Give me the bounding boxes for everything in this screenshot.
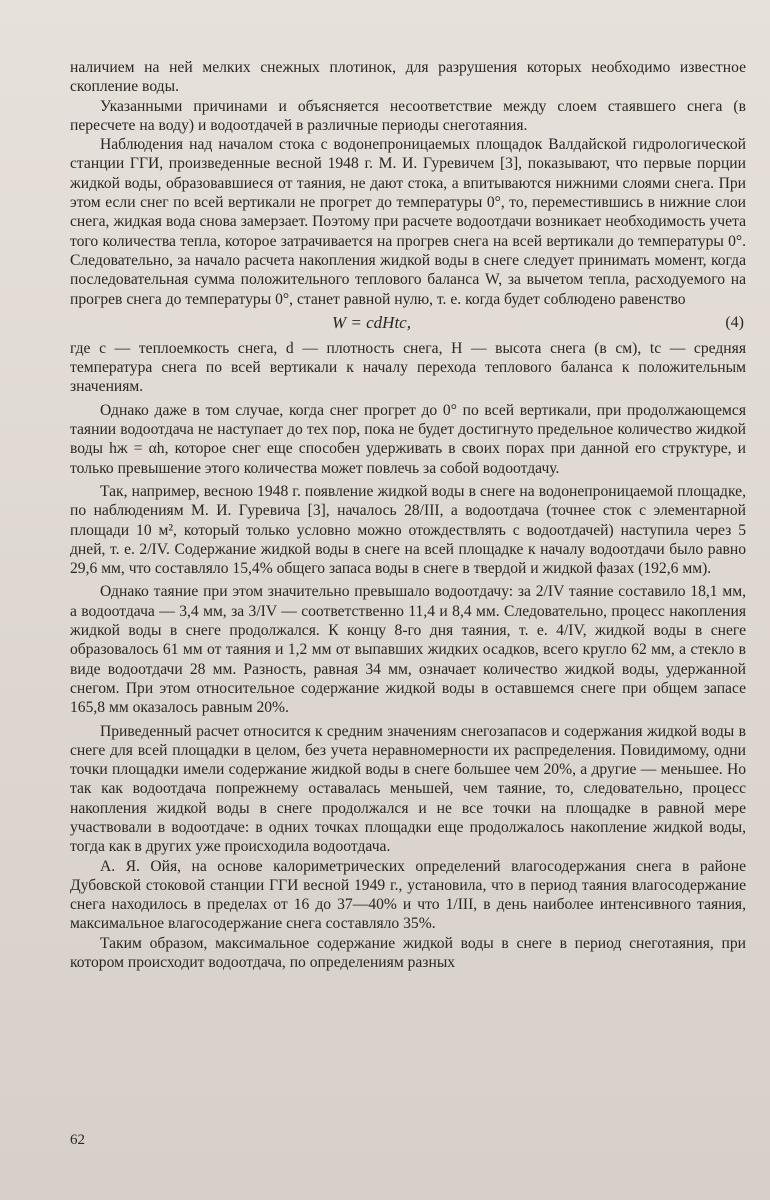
formula-expression: W = cdHtс, <box>332 312 411 332</box>
paragraph-3: Наблюдения над началом стока с водонепроницаемых площадок Валдайской гидрологической станции ГГИ, произведенные весной 1948 г. М. И. Гуревичем [3], показывают, что первые порции жидкой воды, образовавшиеся от таяния, не дают стока, а впитываются нижними слоями снега. При этом если снег по всей вертикали не прогрет до температуры 0°, то, переместившись в нижние слои снега, жидкая вода снова замерзает. Поэтому при расчете водоотдачи возникает необходимость учета того количества тепла, которое затрачивается на прогрев снега на всей вертикали до температуры 0°. Следовательно, за начало расчета накопления жидкой воды в снеге следует принимать момент, когда последовательная сумма положительного теплового баланса W, за вычетом тепла, расходуемого на прогрев снега до температуры 0°, станет равной нулю, т. е. когда будет соблюдено равенство <box>70 136 746 308</box>
paragraph-8: Приведенный расчет относится к средним значениям снегозапасов и содержания жидкой воды в снеге для всей площадки в целом, без учета неравномерности их распределения. Повидимому, одни точки площадки имели содержание жидкой воды в снеге большее чем 20%, а другие — меньшее. Но так как водоотдача попрежнему оставалась меньшей, чем таяние, то, следовательно, процесс накопления жидкой воды в снеге продолжался и не все точки на площадке в равной мере участвовали в водоотдаче: в одних точках площадки еще продолжалось накопление жидкой воды, тогда как в других уже происходила водоотдача. <box>70 722 746 856</box>
paragraph-5: Однако даже в том случае, когда снег прогрет до 0° по всей вертикали, при продолжающемся таянии водоотдача не наступает до тех пор, пока не будет достигнуто предельное количество жидкой воды hж = αh, которое снег еще способен удерживать в своих порах при данной его структуре, и только превышение этого количества может повлечь за собой водоотдачу. <box>70 401 746 477</box>
formula-4 <box>70 311 746 337</box>
paragraph-9: А. Я. Ойя, на основе калориметрических определений влагосодержания снега в районе Дубовской стоковой станции ГГИ весной 1949 г., установила, что в период таяния влагосодержание снега находилось в пределах от 16 до 37—40% и что 1/III, в день наиболее интенсивного таяния, максимальное влагосодержание снега составляло 35%. <box>70 857 746 933</box>
paragraph-10: Таким образом, максимальное содержание жидкой воды в снеге в период снеготаяния, при котором происходит водоотдача, по определениям разных <box>70 934 746 972</box>
paragraph-1: наличием на ней мелких снежных плотинок, для разрушения которых необходимо известное скопление воды. <box>70 59 746 96</box>
paragraph-4: где c — теплоемкость снега, d — плотность снега, H — высота снега (в см), tс — средняя температура снега по всей вертикали к началу перехода теплового баланса к положительным значениям. <box>70 339 746 396</box>
text-column <box>70 58 746 972</box>
paragraph-7: Однако таяние при этом значительно превышало водоотдачу: за 2/IV таяние составило 18,1 мм, а водоотдача — 3,4 мм, за 3/IV — соответственно 11,4 и 8,4 мм. Следовательно, процесс накопления жидкой воды в снеге продолжался. К концу 8-го дня таяния, т. е. 4/IV, жидкой воды в снеге образовалось 61 мм от таяния и 1,2 мм от выпавших жидких осадков, всего кругло 62 мм, а стекло в виде водоотдачи 28 мм. Разность, равная 34 мм, означает количество жидкой воды, удержанной снегом. При этом относительное содержание жидкой воды в оставшемся снеге при общем запасе 165,8 мм оказалось равным 20%. <box>70 583 746 717</box>
paragraph-2: Указанными причинами и объясняется несоответствие между слоем стаявшего снега (в пересчете на воду) и водоотдачей в различные периоды снеготаяния. <box>70 97 746 134</box>
formula-number: (4) <box>725 313 744 331</box>
paragraph-6: Так, например, весною 1948 г. появление жидкой воды в снеге на водонепроницаемой площадке, по наблюдениям М. И. Гуревича [3], началось 28/III, а водоотдача (точнее сток с элементарной площади 10 м², который только условно можно отождествлять с водоотдачей) наступила через 5 дней, т. е. 2/IV. Содержание жидкой воды в снеге на всей площадке к началу водоотдачи было равно 29,6 мм, что составляло 15,4% общего запаса воды в снеге в твердой и жидкой фазах (192,6 мм). <box>70 482 746 578</box>
page-number: 62 <box>70 1132 85 1148</box>
